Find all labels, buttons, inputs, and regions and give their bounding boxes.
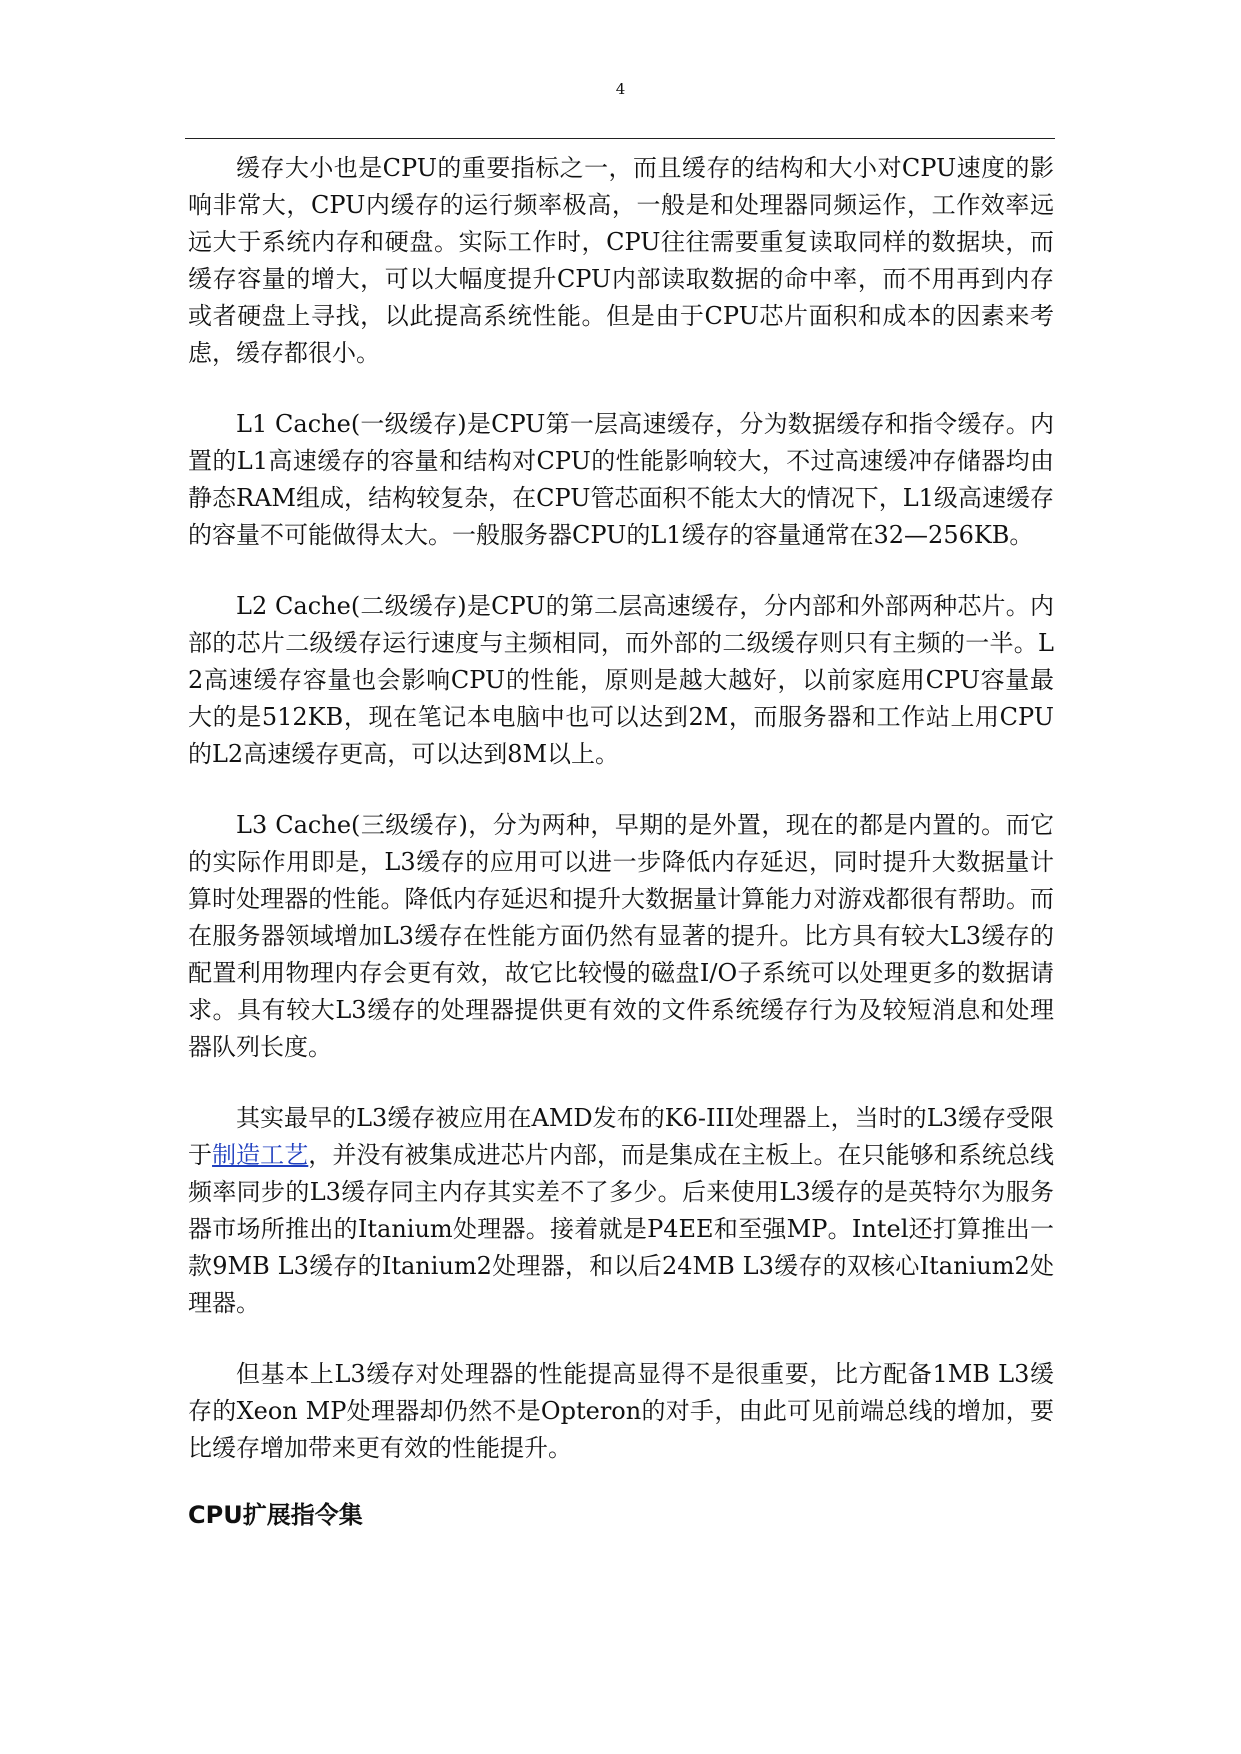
paragraph-l3-importance: 但基本上L3缓存对处理器的性能提高显得不是很重要，比方配备1MB L3缓存的Xeon MP处理器却仍然不是Opteron的对手，由此可见前端总线的增加，要比缓存增加带来更有效的性能提升。 bbox=[188, 1360, 1054, 1462]
paragraph-l3-cache: L3 Cache(三级缓存)，分为两种，早期的是外置，现在的都是内置的。而它的实际作用即是，L3缓存的应用可以进一步降低内存延迟，同时提升大数据量计算时处理器的性能。降低内存延迟和提升大数据量计算能力对游戏都很有帮助。而在服务器领域增加L3缓存在性能方面仍然有显著的提升。比方具有较大L3缓存的配置利用物理内存会更有效，故它比较慢的磁盘I/O子系统可以处理更多的数据请求。具有较大L3缓存的处理器提供更有效的文件系统缓存行为及较短消息和处理器队列长度。 bbox=[188, 811, 1054, 1061]
paragraph-cache-size: 缓存大小也是CPU的重要指标之一，而且缓存的结构和大小对CPU速度的影响非常大，CPU内缓存的运行频率极高，一般是和处理器同频运作，工作效率远远大于系统内存和硬盘。实际工作时，CPU往往需要重复读取同样的数据块，而缓存容量的增大，可以大幅度提升CPU内部读取数据的命中率，而不用再到内存或者硬盘上寻找，以此提高系统性能。但是由于CPU芯片面积和成本的因素来考虑，缓存都很小。 bbox=[188, 154, 1054, 367]
manufacturing-process-link[interactable]: 制造工艺 bbox=[212, 1141, 309, 1169]
paragraph-l2-cache: L2 Cache(二级缓存)是CPU的第二层高速缓存，分内部和外部两种芯片。内部的芯片二级缓存运行速度与主频相同，而外部的二级缓存则只有主频的一半。L2高速缓存容量也会影响CPU的性能，原则是越大越好，以前家庭用CPU容量最大的是512KB，现在笔记本电脑中也可以达到2M，而服务器和工作站上用CPU的L2高速缓存更高，可以达到8M以上。 bbox=[188, 592, 1054, 768]
paragraph-l3-history-text-start: 其实最早的L3缓存被应用在AMD发布的K6-III处理器上，当时的L3缓存受限于 bbox=[188, 1104, 1054, 1169]
paragraph-l3-history bbox=[188, 1100, 1054, 1322]
section-heading-cpu-instruction-set: CPU扩展指令集 bbox=[188, 1501, 363, 1529]
page-number: 4 bbox=[615, 80, 626, 98]
paragraph-l3-history-text-end: ，并没有被集成进芯片内部，而是集成在主板上。在只能够和系统总线频率同步的L3缓存同主内存其实差不了多少。后来使用L3缓存的是英特尔为服务器市场所推出的Itanium处理器。接着就是P4EE和至强MP。Intel还打算推出一款9MB L3缓存的Itanium2处理器，和以后24MB L3缓存的双核心Itanium2处理器。 bbox=[188, 1141, 1055, 1317]
document-body bbox=[188, 150, 1054, 1534]
paragraph-l1-cache: L1 Cache(一级缓存)是CPU第一层高速缓存，分为数据缓存和指令缓存。内置的L1高速缓存的容量和结构对CPU的性能影响较大，不过高速缓冲存储器均由静态RAM组成，结构较复杂，在CPU管芯面积不能太大的情况下，L1级高速缓存的容量不可能做得太大。一般服务器CPU的L1缓存的容量通常在32—256KB。 bbox=[188, 410, 1054, 549]
header-rule bbox=[185, 138, 1055, 139]
